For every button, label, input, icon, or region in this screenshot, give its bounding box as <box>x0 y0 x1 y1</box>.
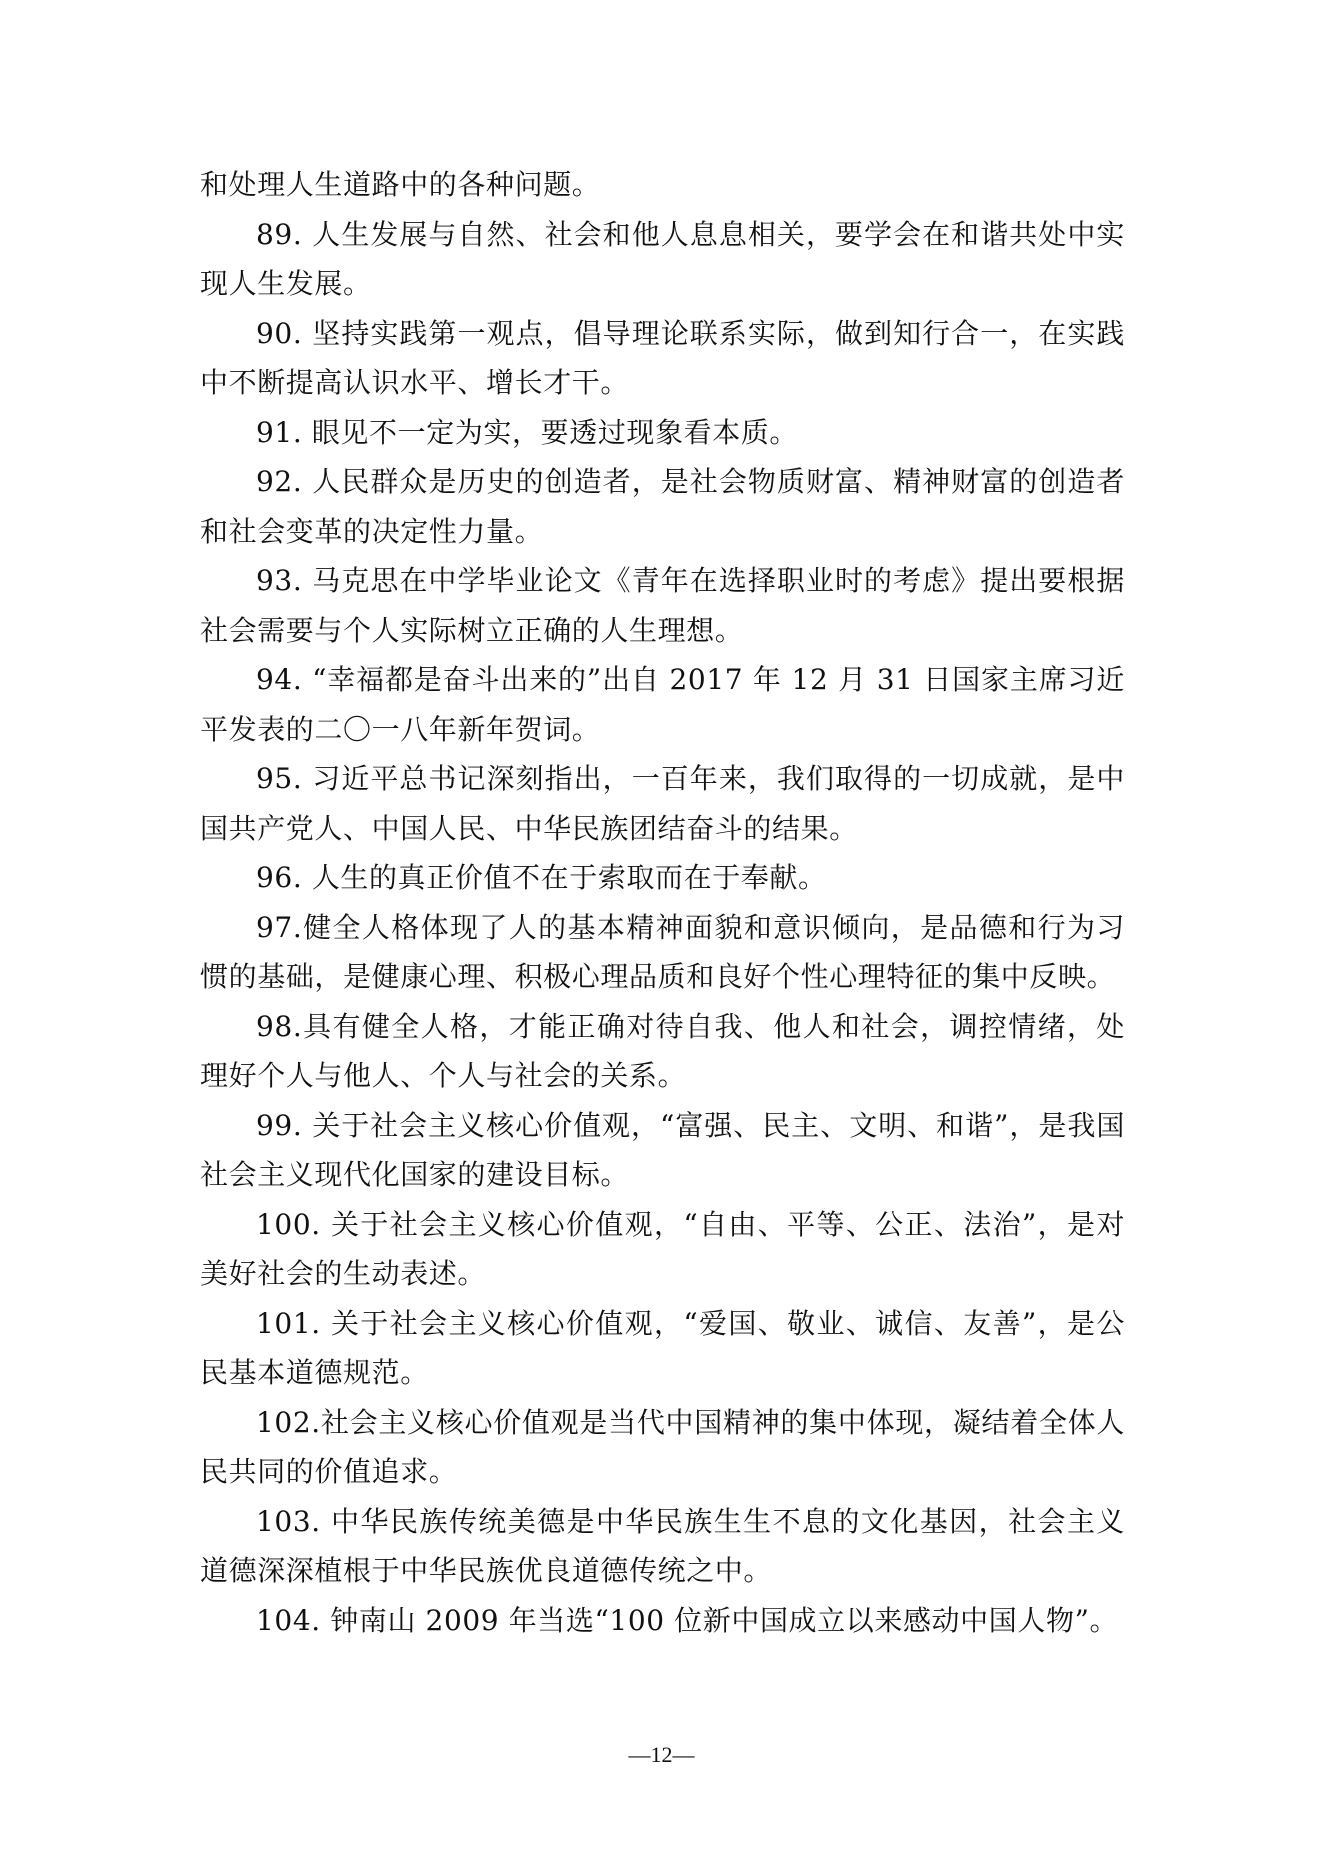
document-body <box>200 160 1125 1645</box>
paragraph-100: 100. 关于社会主义核心价值观，“自由、平等、公正、法治”，是对美好社会的生动表述。 <box>200 1207 1125 1290</box>
paragraph-93: 93. 马克思在中学毕业论文《青年在选择职业时的考虑》提出要根据社会需要与个人实际树立正确的人生理想。 <box>200 564 1125 647</box>
paragraph-continuation: 和处理人生道路中的各种问题。 <box>200 168 601 201</box>
paragraph-104: 104. 钟南山 2009 年当选“100 位新中国成立以来感动中国人物”。 <box>256 1603 1119 1637</box>
paragraph-92: 92. 人民群众是历史的创造者，是社会物质财富、精神财富的创造者和社会变革的决定性力量。 <box>200 465 1125 548</box>
paragraph-95: 95. 习近平总书记深刻指出，一百年来，我们取得的一切成就，是中国共产党人、中国人民、中华民族团结奋斗的结果。 <box>200 762 1125 845</box>
paragraph-90: 90. 坚持实践第一观点，倡导理论联系实际，做到知行合一，在实践中不断提高认识水平、增长才干。 <box>200 316 1125 399</box>
paragraph-99: 99. 关于社会主义核心价值观，“富强、民主、文明、和谐”，是我国社会主义现代化国家的建设目标。 <box>200 1108 1125 1191</box>
paragraph-97: 97.健全人格体现了人的基本精神面貌和意识倾向，是品德和行为习惯的基础，是健康心理、积极心理品质和良好个性心理特征的集中反映。 <box>200 910 1125 993</box>
paragraph-101: 101. 关于社会主义核心价值观，“爱国、敬业、诚信、友善”，是公民基本道德规范。 <box>200 1306 1125 1389</box>
paragraph-96: 96. 人生的真正价值不在于索取而在于奉献。 <box>256 861 827 894</box>
paragraph-98: 98.具有健全人格，才能正确对待自我、他人和社会，调控情绪，处理好个人与他人、个人与社会的关系。 <box>200 1009 1125 1092</box>
paragraph-103: 103. 中华民族传统美德是中华民族生生不息的文化基因，社会主义道德深深植根于中华民族优良道德传统之中。 <box>200 1504 1125 1587</box>
paragraph-89: 89. 人生发展与自然、社会和他人息息相关，要学会在和谐共处中实现人生发展。 <box>200 217 1125 300</box>
paragraph-91: 91. 眼见不一定为实，要透过现象看本质。 <box>256 415 799 449</box>
paragraph-102: 102.社会主义核心价值观是当代中国精神的集中体现，凝结着全体人民共同的价值追求。 <box>200 1405 1125 1488</box>
paragraph-94: 94. “幸福都是奋斗出来的”出自 2017 年 12 月 31 日国家主席习近平发表的二〇一八年新年贺词。 <box>200 663 1125 746</box>
page-number: —12— <box>628 1742 695 1767</box>
